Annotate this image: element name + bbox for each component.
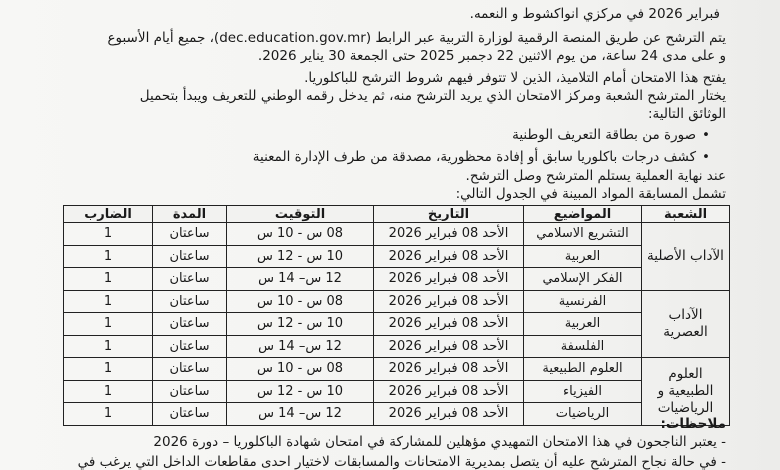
text-line: و على مدى 24 ساعة، من يوم الاثنين 22 دجمبر 2025 حتى الجمعة 30 يناير 2026. <box>257 48 726 64</box>
time-cell: 12 س– 14 س <box>227 335 374 358</box>
text-line: تشمل المسابقة المواد المبينة في الجدول التالي: <box>455 186 726 202</box>
bullet-text: صورة من بطاقة التعريف الوطنية <box>512 127 697 143</box>
header-coef: الضارب <box>64 206 153 223</box>
text-line: الوثائق التالية: <box>647 106 726 122</box>
header-branch: الشعبة <box>642 206 730 223</box>
coef-cell: 1 <box>64 245 153 268</box>
branch-cell: الآداب العصرية <box>642 290 730 358</box>
bullet-item <box>253 149 710 165</box>
table-header-row <box>64 206 730 223</box>
coef-cell: 1 <box>64 358 153 381</box>
text-line: يتم الترشح عن طريق المنصة الرقمية لوزارة التربية عبر الرابط (dec.education.gov.mr)، جميع أيام الأسبوع <box>107 30 726 46</box>
time-cell: 08 س - 10 س <box>227 223 374 246</box>
bullet-item <box>512 127 710 143</box>
table-row <box>64 290 730 313</box>
coef-cell: 1 <box>64 380 153 403</box>
subject-cell: العربية <box>524 313 642 336</box>
subject-cell: الرياضيات <box>524 403 642 426</box>
header-date: التاريخ <box>374 206 524 223</box>
duration-cell: ساعتان <box>153 245 227 268</box>
branch-cell: العلوم الطبيعية و الرياضيات <box>642 358 730 426</box>
date-cell: الأحد 08 فبراير 2026 <box>374 313 524 336</box>
table-row <box>64 335 730 358</box>
date-cell: الأحد 08 فبراير 2026 <box>374 358 524 381</box>
bullet-icon: • <box>702 149 710 165</box>
time-cell: 08 س - 10 س <box>227 358 374 381</box>
header-duration: المدة <box>153 206 227 223</box>
subject-cell: الفكر الإسلامي <box>524 268 642 291</box>
header-time: التوقيت <box>227 206 374 223</box>
duration-cell: ساعتان <box>153 335 227 358</box>
table-row <box>64 245 730 268</box>
time-cell: 10 س - 12 س <box>227 245 374 268</box>
text-line: عند نهاية العملية يستلم المترشح وصل الترشح. <box>465 168 726 184</box>
subject-cell: الفلسفة <box>524 335 642 358</box>
duration-cell: ساعتان <box>153 358 227 381</box>
note-line: - في حالة نجاح المترشح عليه أن يتصل بمديرية الامتحانات والمسابقات لاختيار احدى مقاطعات الداخل التي يرغب في <box>77 454 726 470</box>
coef-cell: 1 <box>64 268 153 291</box>
table-row <box>64 358 730 381</box>
note-line: - يعتبر الناجحون في هذا الامتحان التمهيدي مؤهلين للمشاركة في امتحان شهادة الباكلوريا – دورة 2026 <box>153 434 726 450</box>
text-line: يختار المترشح الشعبة ومركز الامتحان الذي يريد الترشح منه، ثم يدخل رقمه الوطني للتعريف ويبدأ بتحميل <box>139 88 726 104</box>
table-row <box>64 403 730 426</box>
coef-cell: 1 <box>64 223 153 246</box>
time-cell: 10 س - 12 س <box>227 380 374 403</box>
coef-cell: 1 <box>64 290 153 313</box>
bullet-icon: • <box>702 127 710 143</box>
date-cell: الأحد 08 فبراير 2026 <box>374 403 524 426</box>
time-cell: 12 س– 14 س <box>227 403 374 426</box>
date-cell: الأحد 08 فبراير 2026 <box>374 290 524 313</box>
date-cell: الأحد 08 فبراير 2026 <box>374 335 524 358</box>
text-line: فبراير 2026 في مركزي انواكشوط و النعمه. <box>469 6 720 22</box>
duration-cell: ساعتان <box>153 403 227 426</box>
exam-schedule-table <box>63 205 730 426</box>
duration-cell: ساعتان <box>153 268 227 291</box>
subject-cell: العربية <box>524 245 642 268</box>
bullet-text: كشف درجات باكلوريا سابق أو إفادة محظورية، مصدقة من طرف الإدارة المعنية <box>252 149 697 165</box>
table-row <box>64 380 730 403</box>
header-subject: المواضيع <box>524 206 642 223</box>
duration-cell: ساعتان <box>153 223 227 246</box>
duration-cell: ساعتان <box>153 380 227 403</box>
coef-cell: 1 <box>64 335 153 358</box>
time-cell: 12 س– 14 س <box>227 268 374 291</box>
branch-cell: الآداب الأصلية <box>642 223 730 291</box>
text-line: يفتح هذا الامتحان أمام التلاميذ، الذين لا تتوفر فيهم شروط الترشح للباكلوريا. <box>304 70 726 86</box>
coef-cell: 1 <box>64 403 153 426</box>
duration-cell: ساعتان <box>153 313 227 336</box>
date-cell: الأحد 08 فبراير 2026 <box>374 245 524 268</box>
subject-cell: التشريع الاسلامي <box>524 223 642 246</box>
duration-cell: ساعتان <box>153 290 227 313</box>
notes-title: ملاحظات: <box>660 416 726 432</box>
table-row <box>64 223 730 246</box>
time-cell: 08 س - 10 س <box>227 290 374 313</box>
time-cell: 10 س - 12 س <box>227 313 374 336</box>
subject-cell: الفيزياء <box>524 380 642 403</box>
subject-cell: العلوم الطبيعية <box>524 358 642 381</box>
date-cell: الأحد 08 فبراير 2026 <box>374 223 524 246</box>
table-row <box>64 313 730 336</box>
subject-cell: الفرنسية <box>524 290 642 313</box>
coef-cell: 1 <box>64 313 153 336</box>
date-cell: الأحد 08 فبراير 2026 <box>374 268 524 291</box>
date-cell: الأحد 08 فبراير 2026 <box>374 380 524 403</box>
table-row <box>64 268 730 291</box>
